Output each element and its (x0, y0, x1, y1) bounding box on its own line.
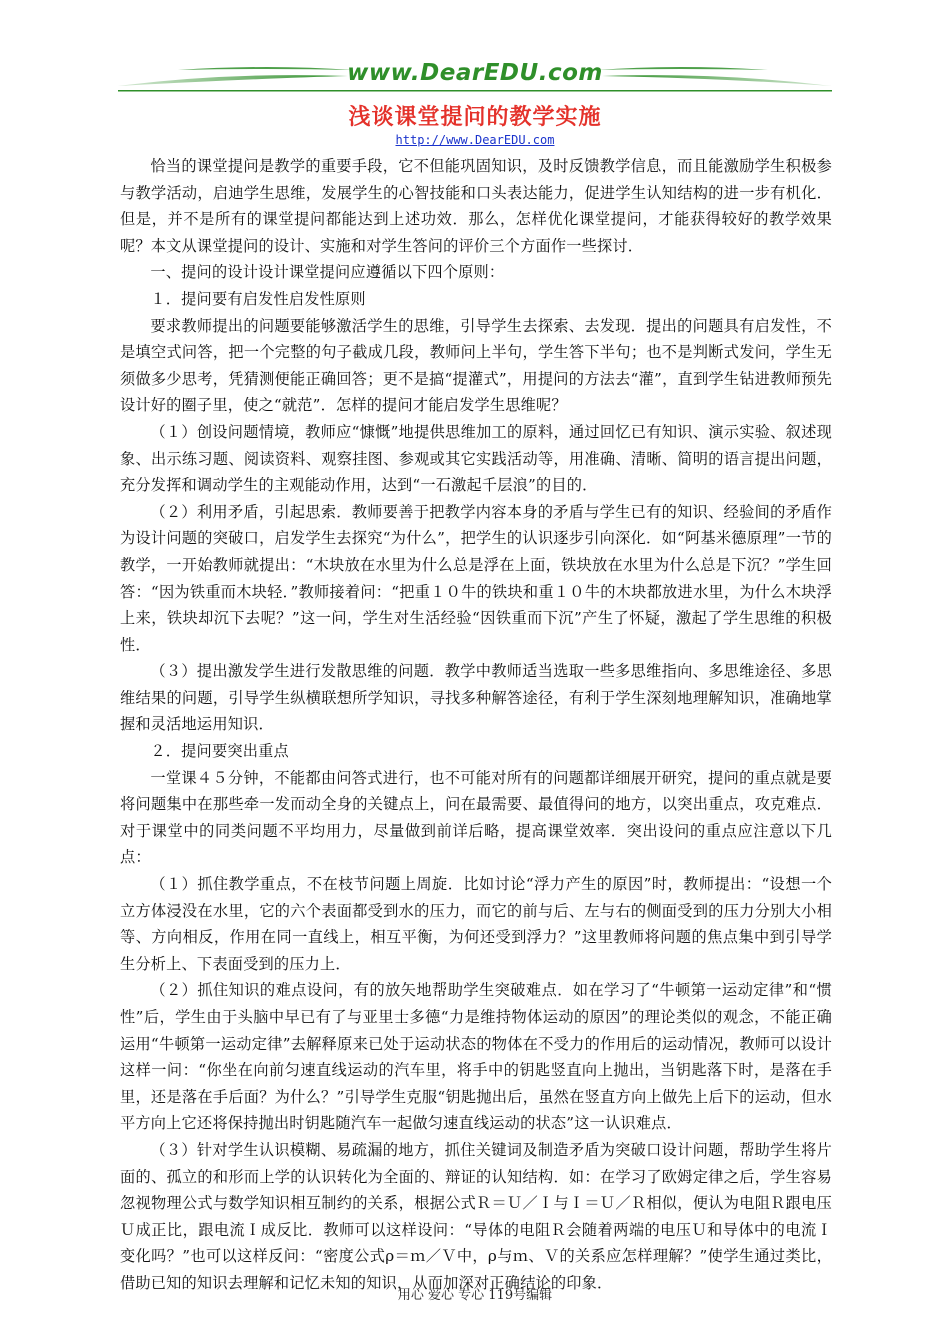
section-heading: 一、提问的设计设计课堂提问应遵循以下四个原则： (150, 263, 505, 282)
paragraph: （３）针对学生认识模糊、易疏漏的地方，抓住关键词及制造矛盾为突破口设计问题，帮助学生将片面的、孤立的和形而上学的认识转化为全面的、辩证的认知结构．如：在学习了欧姆定律之后，学生容易忽视物理公式与数学知识相互制约的关系，根据公式Ｒ＝Ｕ／Ｉ与Ｉ＝Ｕ／Ｒ相似，便认为电阻Ｒ跟电压Ｕ成正比，跟电流Ｉ成反比．教师可以这样设问：“导体的电阻Ｒ会随着两端的电压Ｕ和导体中的电流Ｉ变化吗？”也可以这样反问：“密度公式ρ＝ｍ／Ｖ中，ρ与ｍ、Ｖ的关系应怎样理解？”使学生通过类比，借助已知的知识去理解和记忆未知的知识，从而加深对正确结论的印象． (120, 1140, 832, 1292)
paragraph: （２）抓住知识的难点设问，有的放矢地帮助学生突破难点．如在学习了“牛顿第一运动定律”和“惯性”后，学生由于头脑中早已有了与亚里士多德“力是维持物体运动的原因”的理论类似的观念，不能正确运用“牛顿第一运动定律”去解释原来已处于运动状态的物体在不受力的作用后的运动情况，教师可以设计这样一问：“你坐在向前匀速直线运动的汽车里，将手中的钥匙竖直向上抛出，当钥匙落下时，是落在手里，还是落在手后面？为什么？”引导学生克服“钥匙抛出后，虽然在竖直方向上做先上后下的运动，但水平方向上它还将保持抛出时钥匙随汽车一起做匀速直线运动的状态”这一认识难点． (120, 981, 832, 1133)
site-banner (118, 56, 832, 96)
paragraph: 一堂课４５分钟，不能都由问答式进行，也不可能对所有的问题都详细展开研究，提问的重点就是要将问题集中在那些牵一发而动全身的关键点上，问在最需要、最值得问的地方，以突出重点，攻克难点．对于课堂中的同类问题不平均用力，尽量做到前详后略，提高课堂效率．突出设问的重点应注意以下几点： (120, 768, 832, 867)
banner-site-name[interactable]: www.DearEDU.com (347, 60, 603, 86)
page-footer: 用心 爱心 专心 119号编辑 (397, 1288, 553, 1303)
source-link[interactable]: http://www.DearEDU.com (395, 133, 555, 147)
article-body (120, 153, 832, 1297)
paragraph: （１）抓住教学重点，不在枝节问题上周旋．比如讨论“浮力产生的原因”时，教师提出：“设想一个立方体浸没在水里，它的六个表面都受到水的压力，而它的前与后、左与右的侧面受到的压力分别大小相等、方向相反，作用在同一直线上，相互平衡，为何还受到浮力？”这里教师将问题的焦点集中到引导学生分析上、下表面受到的压力上． (120, 875, 832, 973)
paragraph: 恰当的课堂提问是教学的重要手段，它不但能巩固知识，及时反馈教学信息，而且能激励学生积极参与教学活动，启迪学生思维，发展学生的心智技能和口头表达能力，促进学生认知结构的进一步有机化．但是，并不是所有的课堂提问都能达到上述功效．那么，怎样优化课堂提问，才能获得较好的教学效果呢？本文从课堂提问的设计、实施和对学生答问的评价三个方面作一些探讨． (120, 157, 832, 255)
paragraph: （３）提出激发学生进行发散思维的问题．教学中教师适当选取一些多思维指向、多思维途径、多思维结果的问题，引导学生纵横联想所学知识，寻找多种解答途径，有利于学生深刻地理解知识，准确地掌握和灵活地运用知识． (120, 662, 832, 734)
paragraph: （２）利用矛盾，引起思索．教师要善于把教学内容本身的矛盾与学生已有的知识、经验间的矛盾作为设计问题的突破口，启发学生去探究“为什么”，把学生的认识逐步引向深化．如“阿基米德原理”一节的教学，一开始教师就提出：“木块放在水里为什么总是浮在上面，铁块放在水里为什么总是下沉？”学生回答：“因为铁重而木块轻．”教师接着问：“把重１０牛的铁块和重１０牛的木块都放进水里，为什么木块浮上来，铁块却沉下去呢？”这一问，学生对生活经验“因铁重而下沉”产生了怀疑，激起了学生思维的积极性． (120, 502, 832, 654)
subsection-heading: １．提问要有启发性启发性原则 (150, 289, 366, 308)
paragraph: （１）创设问题情境，教师应“慷慨”地提供思维加工的原料，通过回忆已有知识、演示实验、叙述现象、出示练习题、阅读资料、观察挂图、参观或其它实践活动等，用准确、清晰、简明的语言提出问题，充分发挥和调动学生的主观能动作用，达到“一石激起千层浪”的目的． (120, 422, 832, 495)
paragraph: 要求教师提出的问题要能够激活学生的思维，引导学生去探索、去发现．提出的问题具有启发性，不是填空式问答，把一个完整的句子截成几段，教师问上半句，学生答下半句；也不是判断式发问，学生无须做多少思考，凭猜测便能正确回答；更不是搞“提灌式”，用提问的方法去“灌”，直到学生钻进教师预先设计好的圈子里，使之“就范”．怎样的提问才能启发学生思维呢？ (120, 316, 832, 415)
source-url (0, 133, 950, 147)
subsection-heading: ２．提问要突出重点 (150, 742, 289, 761)
page-title: 浅谈课堂提问的教学实施 (348, 105, 602, 130)
